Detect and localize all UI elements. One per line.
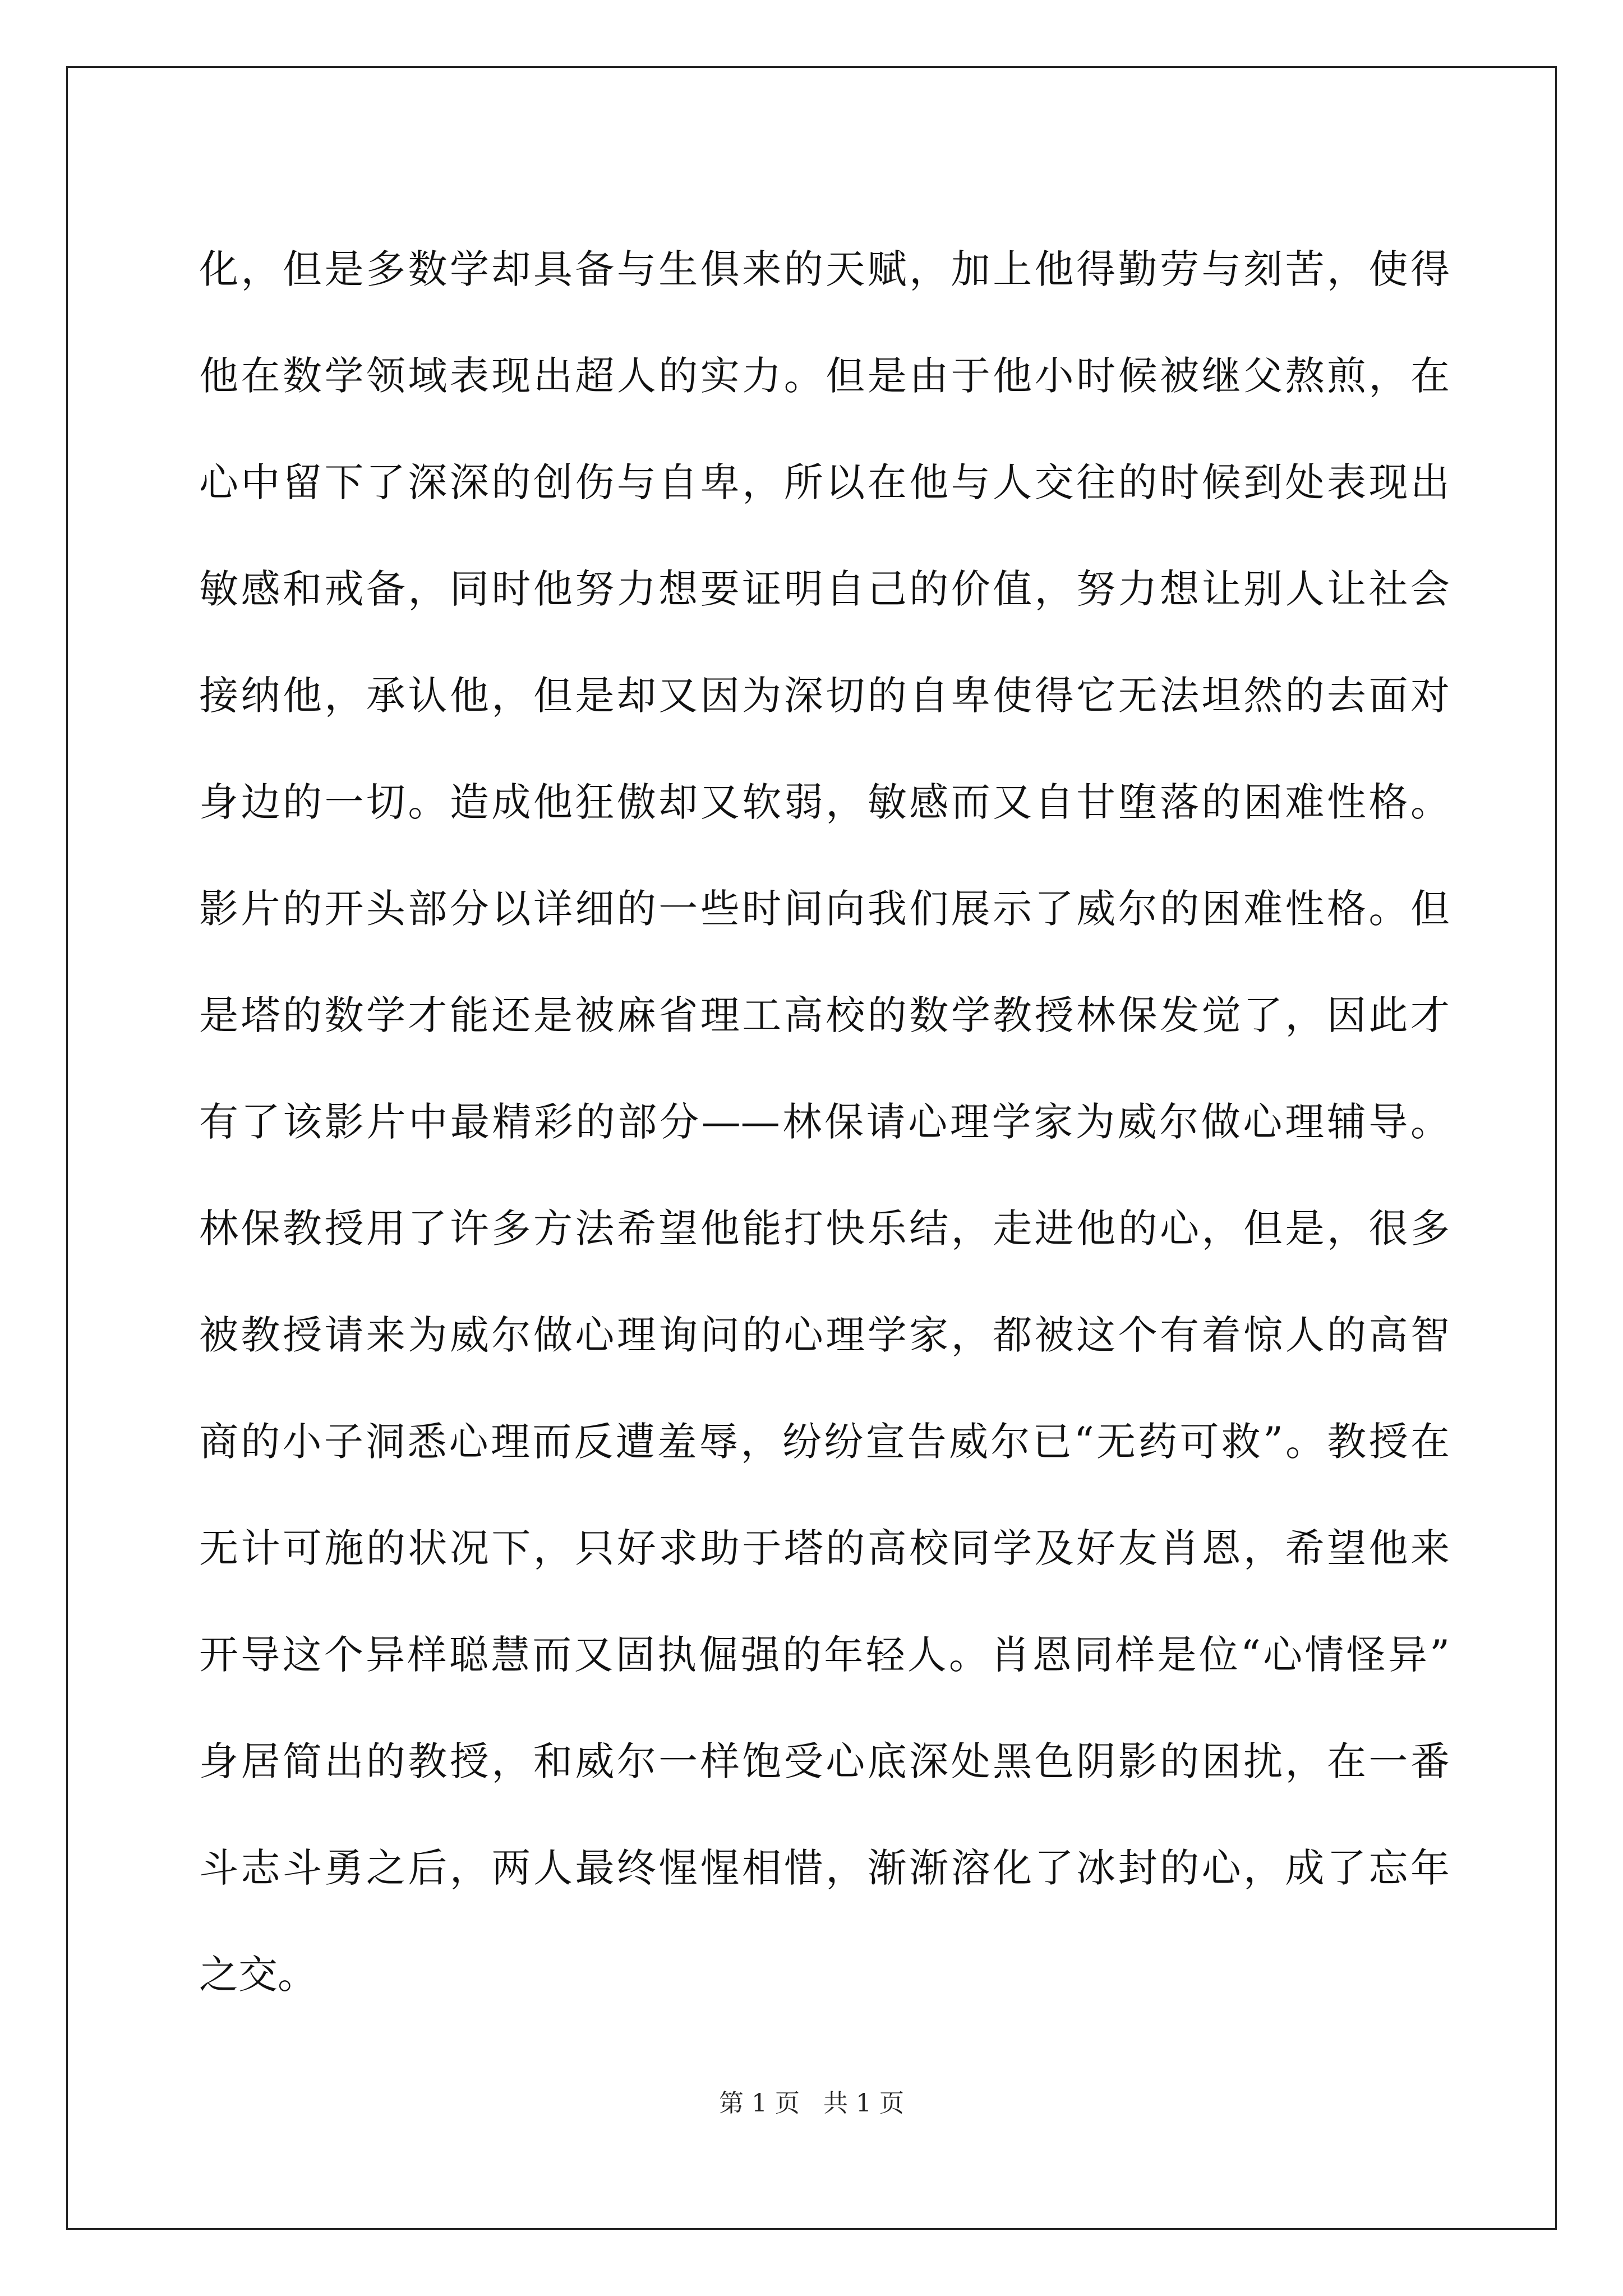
text-line: 他在数学领域表现出超人的实力。但是由于他小时候被继父熬煎，在 xyxy=(199,353,1450,399)
page-footer: 第 1 页 共 1 页 xyxy=(719,2089,904,2118)
text-line: 心中留下了深深的创伤与自卑，所以在他与人交往的时候到处表现出 xyxy=(199,459,1450,505)
text-line: 身边的一切。造成他狂傲却又软弱，敏感而又自甘堕落的困难性格。 xyxy=(199,779,1450,825)
text-line: 无计可施的状况下，只好求助于塔的高校同学及好友肖恩，希望他来 xyxy=(199,1525,1450,1571)
text-line: 接纳他，承认他，但是却又因为深切的自卑使得它无法坦然的去面对 xyxy=(199,673,1450,719)
text-line: 开导这个异样聪慧而又固执倔强的年轻人。肖恩同样是位“心情怪异” xyxy=(199,1632,1450,1678)
body-text xyxy=(199,216,1450,2028)
text-line: 敏感和戒备，同时他努力想要证明自己的价值，努力想让别人让社会 xyxy=(199,566,1450,612)
text-line: 化，但是多数学却具备与生俱来的天赋，加上他得勤劳与刻苦，使得 xyxy=(199,246,1450,292)
text-line: 是塔的数学才能还是被麻省理工高校的数学教授林保发觉了，因此才 xyxy=(199,992,1450,1038)
text-line: 商的小子洞悉心理而反遭羞辱，纷纷宣告威尔已“无药可救”。教授在 xyxy=(199,1419,1450,1465)
text-line: 身居简出的教授，和威尔一样饱受心底深处黑色阴影的困扰，在一番 xyxy=(199,1738,1450,1784)
text-line: 之交。 xyxy=(199,1952,317,1998)
text-line: 被教授请来为威尔做心理询问的心理学家，都被这个有着惊人的高智 xyxy=(199,1312,1450,1358)
text-line: 林保教授用了许多方法希望他能打快乐结，走进他的心，但是，很多 xyxy=(199,1205,1450,1251)
text-line: 斗志斗勇之后，两人最终惺惺相惜，渐渐溶化了冰封的心，成了忘年 xyxy=(199,1845,1450,1891)
text-line: 有了该影片中最精彩的部分——林保请心理学家为威尔做心理辅导。 xyxy=(199,1099,1450,1145)
text-line: 影片的开头部分以详细的一些时间向我们展示了威尔的困难性格。但 xyxy=(199,886,1450,932)
